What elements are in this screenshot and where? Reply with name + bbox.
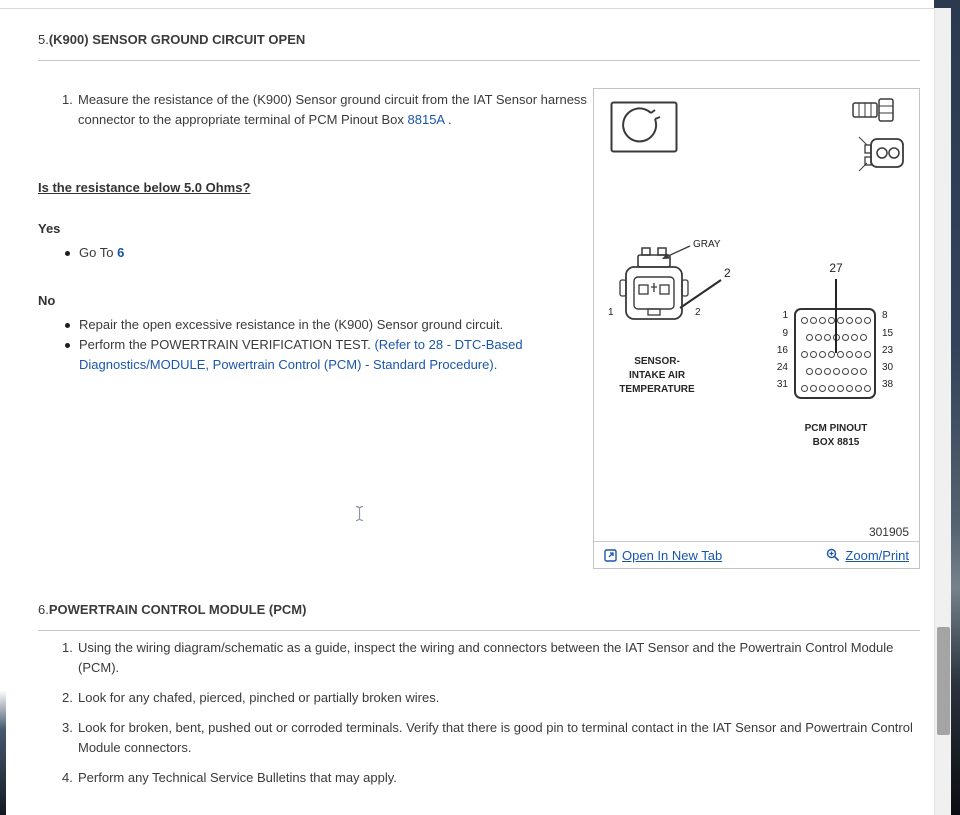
pcm-pinout-caption <box>784 422 888 450</box>
zoom-print-link[interactable] <box>826 548 909 563</box>
sensor-caption-line3: TEMPERATURE <box>619 384 695 395</box>
section6-heading <box>38 602 306 617</box>
window-edge-top <box>934 0 960 8</box>
wiring-figure-panel <box>593 88 920 569</box>
connector-pin-1-label: 1 <box>608 307 614 318</box>
step-look-chafed <box>38 688 920 708</box>
gray-wire-label: GRAY <box>693 239 721 250</box>
yes-bullet <box>38 243 558 263</box>
bullet-icon <box>65 343 70 348</box>
window-edge <box>951 0 960 815</box>
step-service-bulletins <box>38 768 920 788</box>
no-bullet-1-text: Repair the open excessive resistance in the (K900) Sensor ground circuit. <box>79 317 504 332</box>
pin-label-right-5: 38 <box>882 379 894 390</box>
figure-footer <box>594 541 919 568</box>
pin-27-leader-line <box>835 279 837 353</box>
pin-label-left-3: 16 <box>776 345 788 356</box>
step-text-before: Measure the resistance of the (K900) Sensor ground circuit from the IAT Sensor harness connector to the appropriate terminal of PCM Pinout Box <box>78 92 587 127</box>
sensor-caption-line2: INTAKE AIR <box>628 370 686 381</box>
step-number: 4. <box>62 770 73 785</box>
step-text <box>78 90 594 130</box>
pcm-caption-line2: BOX 8815 <box>812 437 860 448</box>
pin-row <box>796 368 874 375</box>
step-number: 1. <box>62 640 73 655</box>
pin-label-right-4: 30 <box>882 362 894 373</box>
pin-label-left-2: 9 <box>782 328 788 339</box>
sensor-caption-line1: SENSOR- <box>634 356 680 367</box>
section5-title: (K900) SENSOR GROUND CIRCUIT OPEN <box>48 32 306 47</box>
pin-row <box>796 385 874 392</box>
connector-icons <box>845 97 909 179</box>
step-look-broken <box>38 718 920 758</box>
step-number: 2. <box>62 690 73 705</box>
step-text: Using the wiring diagram/schematic as a guide, inspect the wiring and connectors between the IAT Sensor and the Powertrain Control Module (PCM). <box>78 640 894 675</box>
no-bullet-2-text <box>79 335 550 375</box>
step-text: Look for broken, bent, pushed out or corroded terminals. Verify that there is good pin to terminal contact in the IAT Sensor and Powertrain Control Module connectors. <box>78 720 913 755</box>
no-label: No <box>38 293 56 308</box>
iat-connector-drawing <box>596 234 756 352</box>
pin-label-left-5: 31 <box>776 379 788 390</box>
zoom-print-label: Zoom/Print <box>845 547 909 563</box>
pin-label-left-4: 24 <box>776 362 788 373</box>
figure-number: 301905 <box>868 525 909 539</box>
step-text: Look for any chafed, pierced, pinched or partially broken wires. <box>78 690 440 705</box>
section6-steps <box>38 638 920 798</box>
verification-test-text: Perform the POWERTRAIN VERIFICATION TEST. <box>79 337 375 352</box>
goto-prefix: Go To <box>79 245 118 260</box>
top-divider <box>0 8 934 9</box>
open-in-new-tab-icon <box>604 549 617 562</box>
decision-question: Is the resistance below 5.0 Ohms? <box>38 180 251 195</box>
step-inspect-wiring <box>38 638 920 678</box>
no-bullet-2 <box>38 335 550 375</box>
section6-number: 6. <box>38 602 49 617</box>
vertical-scrollbar[interactable] <box>934 0 951 815</box>
yes-label: Yes <box>38 221 61 236</box>
window-edge-bottom-left <box>0 690 6 815</box>
step-measure-resistance <box>38 90 594 130</box>
section5-heading <box>38 32 305 47</box>
wiring-diagram <box>594 89 919 568</box>
pcm-caption-line1: PCM PINOUT <box>804 423 868 434</box>
bullet-icon <box>65 323 70 328</box>
grommet-icon <box>610 101 678 153</box>
pin-label-right-3: 23 <box>882 345 894 356</box>
section6-title: POWERTRAIN CONTROL MODULE (PCM) <box>48 602 307 617</box>
scrollbar-thumb[interactable] <box>937 627 950 735</box>
pin-27-callout: 27 <box>829 261 843 275</box>
section5-number: 5. <box>38 32 49 47</box>
bullet-icon <box>65 251 70 256</box>
no-bullet-1 <box>38 315 558 335</box>
pin-label-right-1: 8 <box>882 310 888 321</box>
pinout-box-link[interactable]: 8815A <box>407 112 445 127</box>
zoom-print-icon <box>826 548 840 562</box>
open-in-new-tab-label: Open In New Tab <box>622 547 723 563</box>
text-cursor-icon <box>355 505 364 522</box>
refer-to-link[interactable]: (Refer to 28 - DTC-Based Diagnostics/MODULE, Powertrain Control (PCM) - Standard Procedure). <box>79 337 523 372</box>
goto-step-link[interactable]: 6 <box>117 245 125 260</box>
sensor-caption <box>602 355 712 397</box>
wire-callout-2: 2 <box>724 266 731 280</box>
goto-text <box>79 243 558 263</box>
open-in-new-tab-link[interactable] <box>604 548 722 563</box>
step-text: Perform any Technical Service Bulletins that may apply. <box>78 770 397 785</box>
step-number: 3. <box>62 720 73 735</box>
connector-pin-2-label: 2 <box>695 307 701 318</box>
section6-rule <box>38 630 920 631</box>
step-text-after: . <box>444 112 452 127</box>
pin-label-left-1: 1 <box>782 310 788 321</box>
step-number: 1. <box>62 92 73 107</box>
section5-rule <box>38 60 920 61</box>
pin-label-right-2: 15 <box>882 328 894 339</box>
